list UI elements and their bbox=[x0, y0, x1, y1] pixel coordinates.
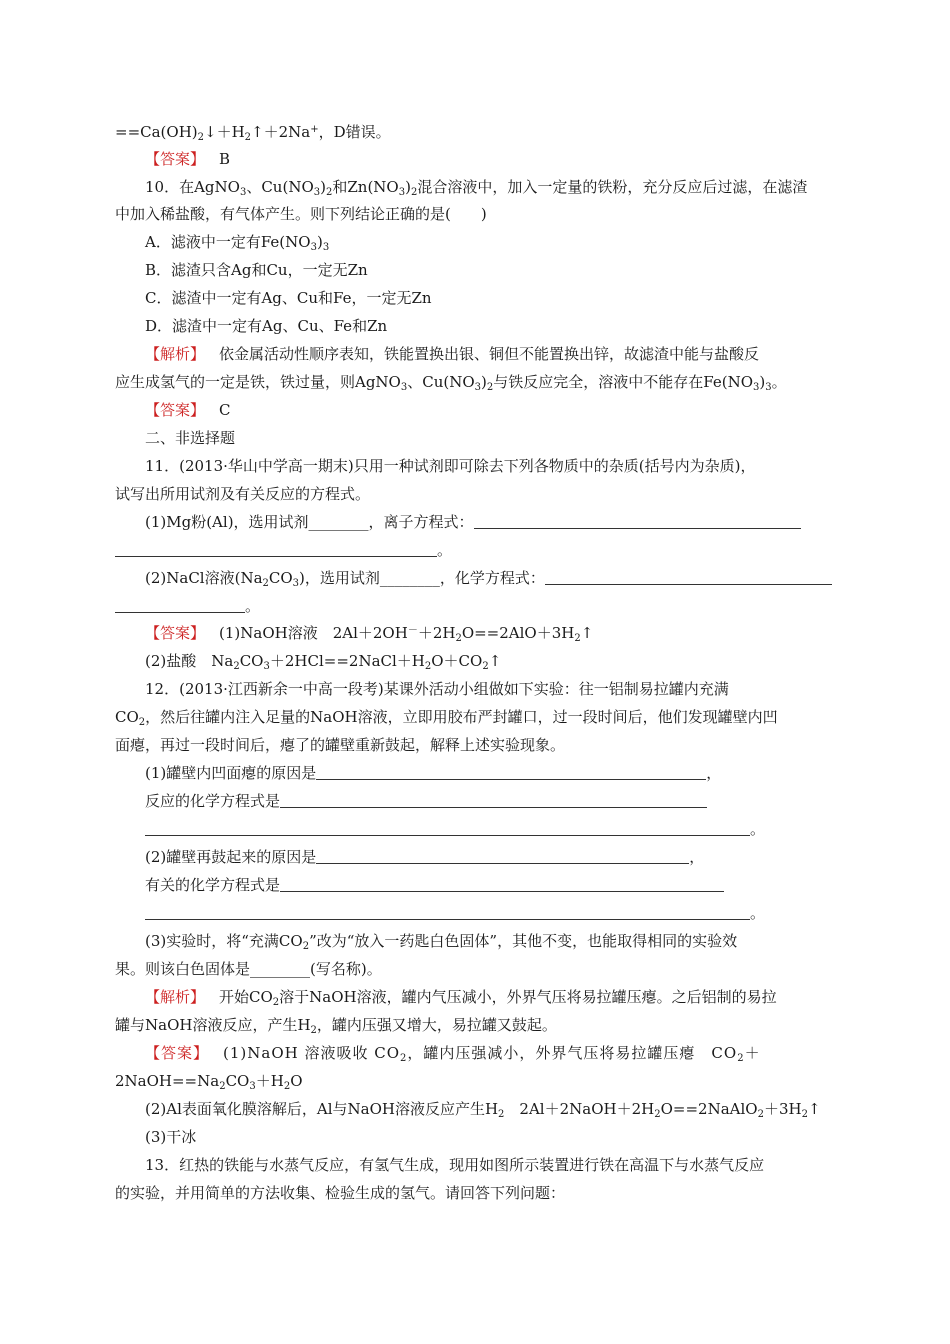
answer-blank[interactable] bbox=[115, 598, 245, 613]
question-12-line-2: $CO_2$，然后往罐内注入足量的NaOH溶液，立即用胶布严封罐口，过一段时间后，他们发现罐壁内凹 bbox=[115, 708, 778, 728]
answer-tag: 【答案】 bbox=[145, 150, 206, 168]
answer-12-part-1-cont: $2NaOH==Na_2CO_3+H_2O$ bbox=[115, 1072, 303, 1092]
answer-blank[interactable] bbox=[145, 821, 750, 836]
answer-10: 【答案】 C bbox=[145, 401, 231, 419]
analysis-12-line-1: 【解析】 开始$CO_2$溶于NaOH溶液，罐内气压减小，外界气压将易拉罐压瘪。之后铝制的易拉 bbox=[145, 988, 777, 1008]
answer-blank[interactable] bbox=[545, 570, 832, 585]
answer-blank[interactable] bbox=[145, 905, 750, 920]
answer-blank[interactable] bbox=[280, 877, 724, 892]
analysis-tag: 【解析】 bbox=[145, 345, 206, 363]
question-12-part-3-cont: 果。则该白色固体是________(写名称)。 bbox=[115, 960, 382, 978]
option-d: D．滤渣中一定有Ag、Cu、Fe和Zn bbox=[145, 317, 388, 335]
question-11-line-2: 试写出所用试剂及有关反应的方程式。 bbox=[115, 485, 371, 503]
option-a: A．滤液中一定有$Fe(NO_3)_3$ bbox=[145, 233, 330, 253]
analysis-10-line-1: 【解析】 依金属活动性顺序表知，铁能置换出银、铜但不能置换出锌，故滤渣中能与盐酸反 bbox=[145, 345, 760, 363]
analysis-12-line-2: 罐与NaOH溶液反应，产生$H_2$，罐内压强又增大，易拉罐又鼓起。 bbox=[115, 1016, 557, 1036]
question-12-part-3: (3)实验时，将“充满$CO_2$”改为“放入一药匙白色固体”，其他不变，也能取得相同的实验效 bbox=[145, 932, 738, 952]
section-heading: 二、非选择题 bbox=[145, 429, 236, 447]
question-12-part-1-cont: 。 bbox=[145, 819, 765, 839]
question-12-line-1: 12．(2013·江西新余一中高一段考)某课外活动小组做如下实验：往一铝制易拉罐内充满 bbox=[145, 680, 729, 698]
answer-12-part-2: (2)Al表面氧化膜溶解后，Al与NaOH溶液反应产生$H_2$ $2Al+2NaOH+2H_2O==2NaAlO_2+3H_2↑$ bbox=[145, 1100, 821, 1120]
question-11-part-2: (2)NaCl溶液$(Na_2CO_3)$，选用试剂________，化学方程式： bbox=[145, 568, 832, 588]
answer-9: 【答案】 B bbox=[145, 150, 231, 168]
question-12-part-1: (1)罐壁内凹面瘪的原因是 ， bbox=[145, 764, 722, 782]
question-12-part-2: (2)罐壁再鼓起来的原因是 ， bbox=[145, 848, 705, 866]
answer-blank[interactable] bbox=[280, 793, 707, 808]
analysis-10-line-2: 应生成氢气的一定是铁，铁过量，则AgNO$_3$、$Cu(NO_3)_2$与铁反应完全，溶液中不能存在$Fe(NO_3)_3$。 bbox=[115, 373, 787, 393]
option-c: C．滤渣中一定有Ag、Cu和Fe，一定无Zn bbox=[145, 289, 432, 307]
answer-11-part-2: (2)盐酸 $Na_2CO_3+2HCl==2NaCl+H_2O+CO_2↑$ bbox=[145, 652, 502, 672]
question-10-line-2: 中加入稀盐酸，有气体产生。则下列结论正确的是( ) bbox=[115, 205, 487, 223]
question-11-line-1: 11．(2013·华山中学高一期末)只用一种试剂即可除去下列各物质中的杂质(括号内为杂质)， bbox=[145, 457, 756, 475]
line-prev-equation: $==Ca(OH)_2↓+H_2↑+2Na^+$，D错误。 bbox=[115, 123, 391, 143]
answer-blank[interactable] bbox=[474, 514, 801, 529]
question-12-line-3: 面瘪，再过一段时间后，瘪了的罐壁重新鼓起，解释上述实验现象。 bbox=[115, 736, 566, 754]
question-11-part-1-cont: 。 bbox=[115, 540, 452, 560]
question-12-part-1-equation: 反应的化学方程式是 bbox=[145, 791, 707, 811]
answer-blank[interactable] bbox=[316, 765, 706, 780]
answer-12-part-3: (3)干冰 bbox=[145, 1128, 197, 1146]
answer-11-part-1: 【答案】 (1)NaOH溶液 $2Al+2OH^-+2H_2O==2AlO+3H_2↑$ bbox=[145, 624, 594, 644]
question-12-part-2-cont: 。 bbox=[145, 903, 765, 923]
question-11-part-1: (1)Mg粉(Al)，选用试剂________，离子方程式： bbox=[145, 512, 801, 532]
question-10-line-1: 10．在AgNO$_3$、$Cu(NO_3)_2$和$Zn(NO_3)_2$混合溶液中，加入一定量的铁粉，充分反应后过滤，在滤渣 bbox=[145, 178, 808, 198]
answer-blank[interactable] bbox=[316, 849, 689, 864]
question-11-part-2-cont: 。 bbox=[115, 596, 260, 616]
question-13-line-2: 的实验，并用简单的方法收集、检验生成的氢气。请回答下列问题： bbox=[115, 1184, 566, 1202]
answer-12-part-1: 【答案】 (1)NaOH 溶液吸收 $CO_2$，罐内压强减小，外界气压将易拉罐压瘪 $CO_2+$ bbox=[145, 1044, 761, 1064]
option-b: B．滤渣只含Ag和Cu，一定无Zn bbox=[145, 261, 368, 279]
answer-blank[interactable] bbox=[115, 542, 437, 557]
question-12-part-2-equation: 有关的化学方程式是 bbox=[145, 875, 724, 895]
question-13-line-1: 13．红热的铁能与水蒸气反应，有氢气生成，现用如图所示装置进行铁在高温下与水蒸气反应 bbox=[145, 1156, 765, 1174]
